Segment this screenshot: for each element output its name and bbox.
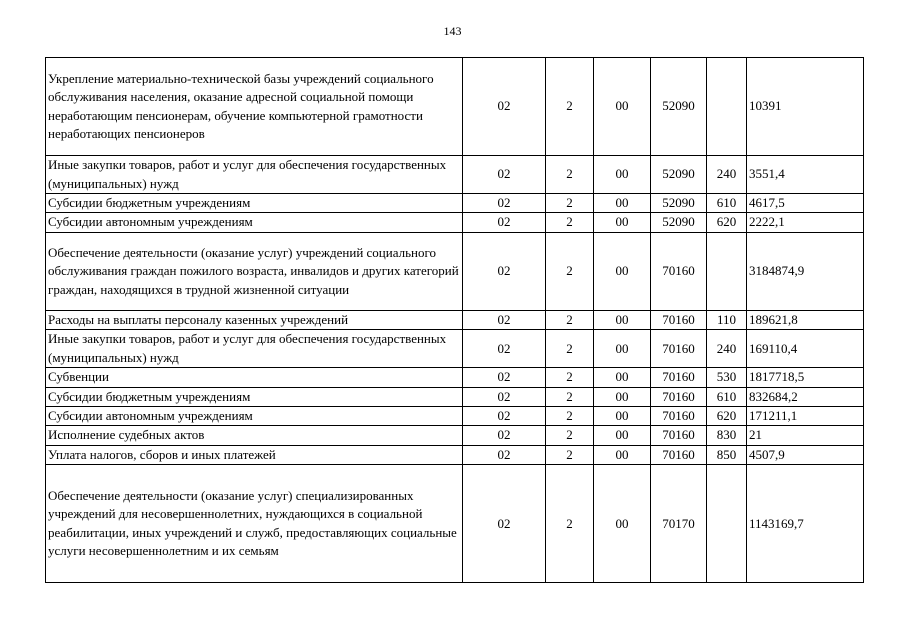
kvr-cell: 610 <box>707 387 747 406</box>
code-cell: 70160 <box>651 310 707 329</box>
code-cell: 02 <box>463 465 546 583</box>
code-cell: 70170 <box>651 465 707 583</box>
code-cell: 2 <box>546 330 594 368</box>
row-name: Субвенции <box>46 368 463 387</box>
kvr-cell: 240 <box>707 156 747 194</box>
amount-cell: 4617,5 <box>747 194 864 213</box>
amount-cell: 171211,1 <box>747 407 864 426</box>
code-cell: 00 <box>594 310 651 329</box>
code-cell: 02 <box>463 387 546 406</box>
code-cell: 02 <box>463 445 546 464</box>
code-cell: 70160 <box>651 368 707 387</box>
row-name: Уплата налогов, сборов и иных платежей <box>46 445 463 464</box>
row-name: Субсидии автономным учреждениям <box>46 213 463 232</box>
code-cell: 2 <box>546 232 594 310</box>
table-row <box>46 368 864 387</box>
table-row <box>46 407 864 426</box>
code-cell: 02 <box>463 330 546 368</box>
amount-cell: 2222,1 <box>747 213 864 232</box>
code-cell: 2 <box>546 407 594 426</box>
amount-cell: 189621,8 <box>747 310 864 329</box>
code-cell: 52090 <box>651 156 707 194</box>
code-cell: 02 <box>463 368 546 387</box>
code-cell: 00 <box>594 426 651 445</box>
code-cell: 00 <box>594 213 651 232</box>
code-cell: 2 <box>546 156 594 194</box>
row-name: Субсидии автономным учреждениям <box>46 407 463 426</box>
row-name: Субсидии бюджетным учреждениям <box>46 194 463 213</box>
code-cell: 02 <box>463 407 546 426</box>
code-cell: 2 <box>546 426 594 445</box>
kvr-cell: 240 <box>707 330 747 368</box>
code-cell: 02 <box>463 232 546 310</box>
kvr-cell: 830 <box>707 426 747 445</box>
row-name: Субсидии бюджетным учреждениям <box>46 387 463 406</box>
code-cell: 52090 <box>651 58 707 156</box>
row-name: Исполнение судебных актов <box>46 426 463 445</box>
row-name: Обеспечение деятельности (оказание услуг) специализированных учреждений для несовершеннолетних, нуждающихся в социальной реабилитации, иных учреждений и служб, предоставляющих социальные услуги несовершеннолетним и их семьям <box>46 465 463 583</box>
code-cell: 70160 <box>651 330 707 368</box>
code-cell: 2 <box>546 465 594 583</box>
code-cell: 2 <box>546 368 594 387</box>
kvr-cell <box>707 465 747 583</box>
amount-cell: 3184874,9 <box>747 232 864 310</box>
amount-cell: 1817718,5 <box>747 368 864 387</box>
table-row <box>46 330 864 368</box>
table-row <box>46 426 864 445</box>
table-row <box>46 156 864 194</box>
code-cell: 2 <box>546 58 594 156</box>
table-row <box>46 194 864 213</box>
code-cell: 70160 <box>651 232 707 310</box>
code-cell: 02 <box>463 310 546 329</box>
table-row <box>46 445 864 464</box>
row-name: Обеспечение деятельности (оказание услуг) учреждений социального обслуживания граждан пожилого возраста, инвалидов и других категорий граждан, находящихся в трудной жизненной ситуации <box>46 232 463 310</box>
table-row <box>46 387 864 406</box>
code-cell: 52090 <box>651 213 707 232</box>
row-name: Иные закупки товаров, работ и услуг для обеспечения государственных (муниципальных) нужд <box>46 330 463 368</box>
code-cell: 70160 <box>651 407 707 426</box>
code-cell: 52090 <box>651 194 707 213</box>
code-cell: 00 <box>594 465 651 583</box>
kvr-cell: 530 <box>707 368 747 387</box>
kvr-cell: 610 <box>707 194 747 213</box>
kvr-cell: 110 <box>707 310 747 329</box>
table-row <box>46 58 864 156</box>
amount-cell: 21 <box>747 426 864 445</box>
amount-cell: 10391 <box>747 58 864 156</box>
code-cell: 00 <box>594 407 651 426</box>
budget-table <box>45 57 864 583</box>
amount-cell: 169110,4 <box>747 330 864 368</box>
code-cell: 02 <box>463 426 546 445</box>
table-row <box>46 232 864 310</box>
code-cell: 70160 <box>651 445 707 464</box>
kvr-cell <box>707 232 747 310</box>
amount-cell: 1143169,7 <box>747 465 864 583</box>
code-cell: 02 <box>463 194 546 213</box>
kvr-cell <box>707 58 747 156</box>
code-cell: 02 <box>463 213 546 232</box>
kvr-cell: 620 <box>707 407 747 426</box>
kvr-cell: 850 <box>707 445 747 464</box>
code-cell: 70160 <box>651 426 707 445</box>
table-row <box>46 310 864 329</box>
code-cell: 70160 <box>651 387 707 406</box>
code-cell: 2 <box>546 194 594 213</box>
table-row <box>46 465 864 583</box>
code-cell: 00 <box>594 445 651 464</box>
code-cell: 00 <box>594 194 651 213</box>
code-cell: 2 <box>546 445 594 464</box>
amount-cell: 4507,9 <box>747 445 864 464</box>
row-name: Расходы на выплаты персоналу казенных учреждений <box>46 310 463 329</box>
code-cell: 2 <box>546 213 594 232</box>
page-number: 143 <box>443 24 462 38</box>
code-cell: 2 <box>546 387 594 406</box>
row-name: Укрепление материально-технической базы учреждений социального обслуживания населения, оказание адресной социальной помощи неработающим пенсионерам, обучение компьютерной грамотности неработающих пенсионеров <box>46 58 463 156</box>
code-cell: 02 <box>463 58 546 156</box>
amount-cell: 3551,4 <box>747 156 864 194</box>
code-cell: 00 <box>594 232 651 310</box>
code-cell: 00 <box>594 330 651 368</box>
code-cell: 00 <box>594 387 651 406</box>
code-cell: 2 <box>546 310 594 329</box>
row-name: Иные закупки товаров, работ и услуг для обеспечения государственных (муниципальных) нужд <box>46 156 463 194</box>
code-cell: 02 <box>463 156 546 194</box>
code-cell: 00 <box>594 156 651 194</box>
table-row <box>46 213 864 232</box>
kvr-cell: 620 <box>707 213 747 232</box>
amount-cell: 832684,2 <box>747 387 864 406</box>
code-cell: 00 <box>594 58 651 156</box>
code-cell: 00 <box>594 368 651 387</box>
